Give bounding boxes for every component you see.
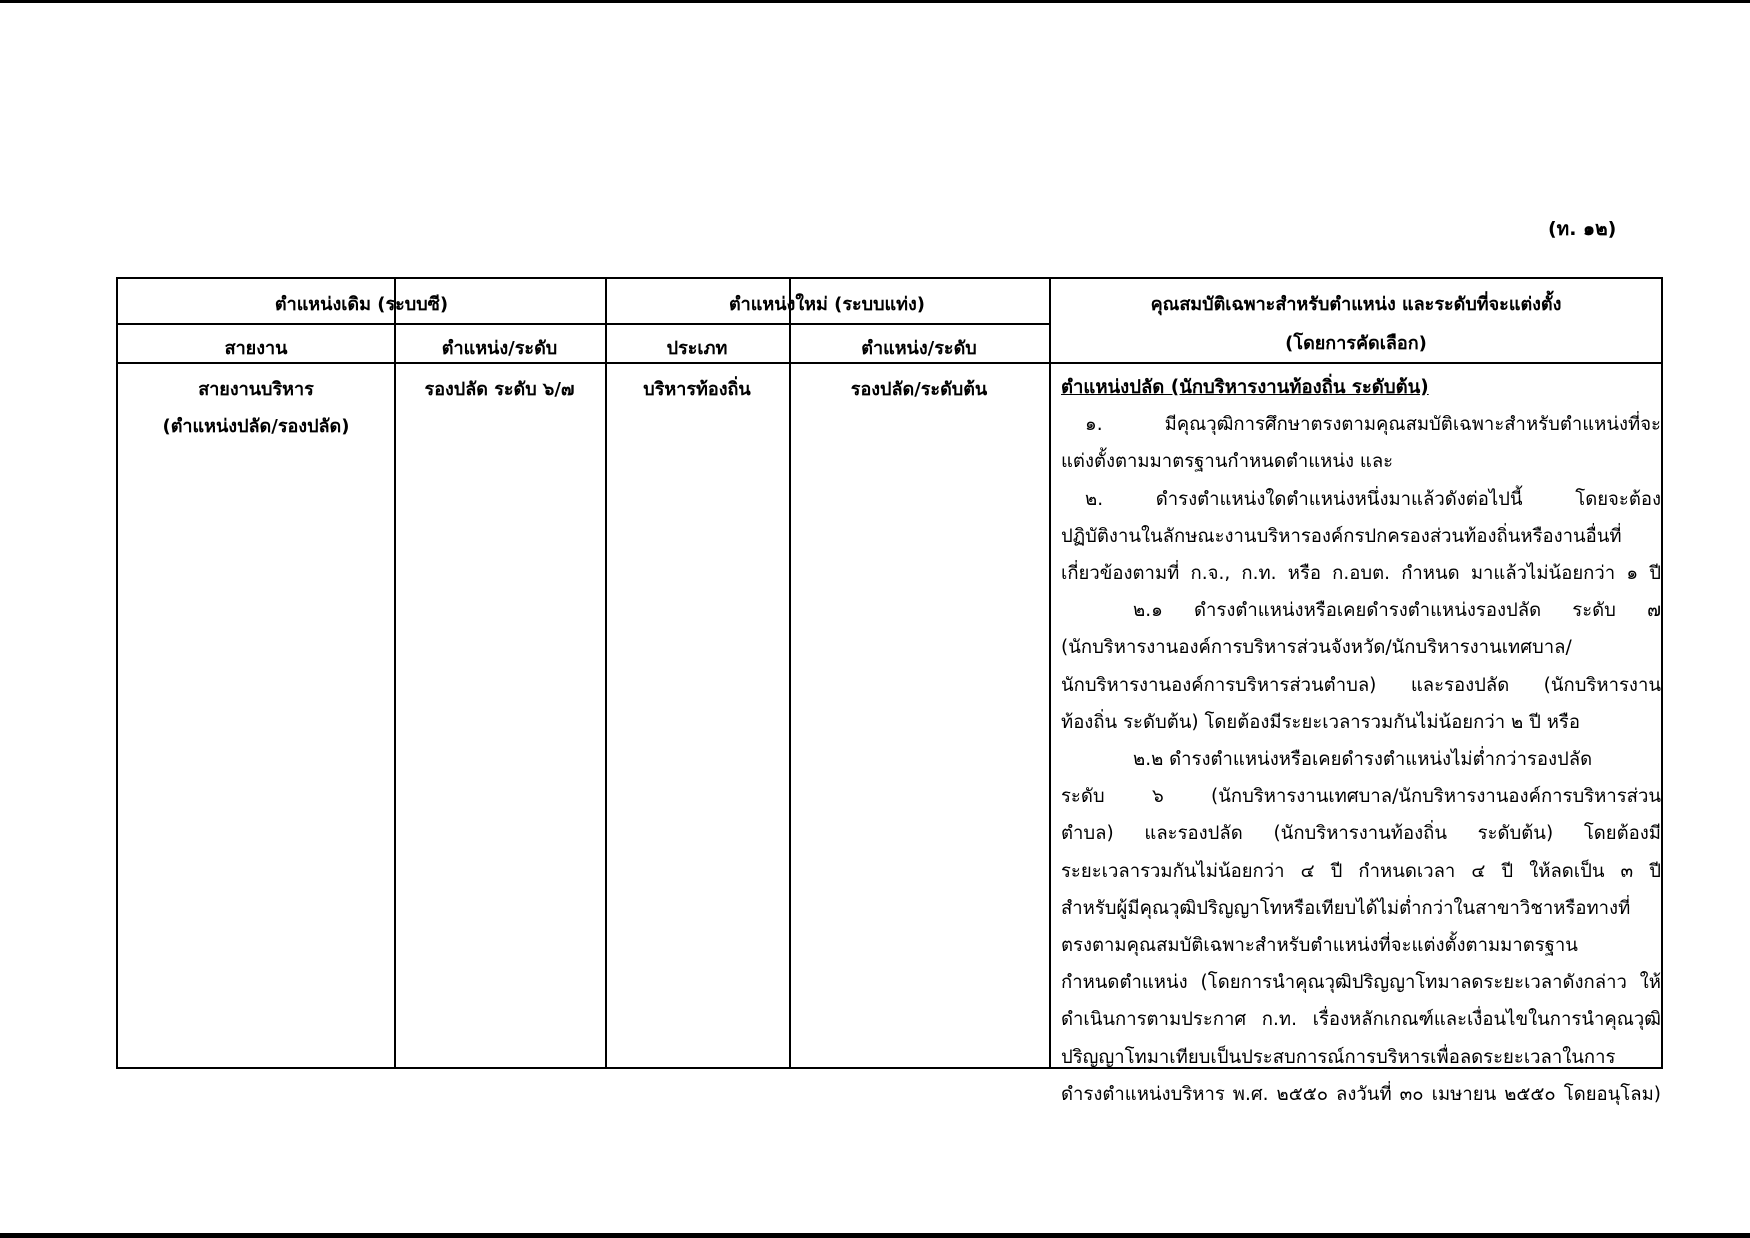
qualification-line: ๒.๑ ดำรงตำแหน่งหรือเคยดำรงตำแหน่งรองปลัด ระดับ ๗	[1133, 600, 1661, 622]
page-top-border	[0, 0, 1750, 3]
old-rank-value: รองปลัด ระดับ ๖/๗	[424, 379, 575, 400]
qualification-heading: ตำแหน่งปลัด (นักบริหารงานท้องถิ่น ระดับต้น)	[1061, 377, 1429, 398]
col-divider	[1049, 279, 1051, 1067]
qualification-line: ระดับ ๖ (นักบริหารงานเทศบาล/นักบริหารงานองค์การบริหารส่วน	[1061, 786, 1661, 808]
qualification-line: ๒. ดำรงตำแหน่งใดตำแหน่งหนึ่งมาแล้วดังต่อไปนี้ โดยจะต้อง	[1085, 488, 1661, 510]
qualification-line: ดำเนินการตามประกาศ ก.ท. เรื่องหลักเกณฑ์และเงื่อนไขในการนำคุณวุฒิ	[1061, 1009, 1661, 1031]
page-bottom-border	[0, 1233, 1750, 1238]
new-rank-value: รองปลัด/ระดับต้น	[850, 379, 988, 400]
row-divider	[118, 362, 1663, 364]
qualification-line: ท้องถิ่น ระดับต้น) โดยต้องมีระยะเวลารวมกันไม่น้อยกว่า ๒ ปี หรือ	[1061, 711, 1580, 733]
row-divider	[118, 323, 1049, 325]
qualification-line: ปฏิบัติงานในลักษณะงานบริหารองค์กรปกครองส่วนท้องถิ่นหรืองานอื่นที่	[1061, 525, 1622, 547]
header-new-type: ประเภท	[666, 338, 728, 359]
header-new-position: ตำแหน่งใหม่ (ระบบแท่ง)	[728, 294, 926, 315]
new-type-value: บริหารท้องถิ่น	[643, 379, 751, 400]
header-old-rank: ตำแหน่ง/ระดับ	[441, 338, 558, 359]
qualification-line: ปริญญาโทมาเทียบเป็นประสบการณ์การบริหารเพื่อลดระยะเวลาในการ	[1061, 1046, 1616, 1068]
page-code: (ท. ๑๒)	[1548, 218, 1617, 240]
header-old-position: ตำแหน่งเดิม (ระบบซี)	[274, 294, 449, 315]
header-new-rank: ตำแหน่ง/ระดับ	[861, 338, 977, 359]
qualification-line: แต่งตั้งตามมาตรฐานกำหนดตำแหน่ง และ	[1061, 451, 1394, 473]
qualification-line: (นักบริหารงานองค์การบริหารส่วนจังหวัด/นักบริหารงานเทศบาล/	[1061, 637, 1572, 659]
qualification-line: สำหรับผู้มีคุณวุฒิปริญญาโทหรือเทียบได้ไม่ต่ำกว่าในสาขาวิชาหรือทางที่	[1061, 897, 1631, 919]
qualification-line: ตำบล) และรองปลัด (นักบริหารงานท้องถิ่น ระดับต้น) โดยต้องมี	[1061, 823, 1661, 845]
header-qualification-sub: (โดยการคัดเลือก)	[1285, 333, 1427, 354]
qualification-line: กำหนดตำแหน่ง (โดยการนำคุณวุฒิปริญญาโทมาลดระยะเวลาดังกล่าว ให้	[1061, 972, 1661, 994]
header-qualification: คุณสมบัติเฉพาะสำหรับตำแหน่ง และระดับที่จะแต่งตั้ง	[1150, 294, 1562, 315]
qualification-line: ตรงตามคุณสมบัติเฉพาะสำหรับตำแหน่งที่จะแต่งตั้งตามมาตรฐาน	[1061, 935, 1578, 956]
old-line-value: สายงานบริหาร	[198, 379, 314, 400]
qualification-line: ๒.๒ ดำรงตำแหน่งหรือเคยดำรงตำแหน่งไม่ต่ำกว่ารองปลัด	[1133, 749, 1593, 770]
qualification-line: ๑. มีคุณวุฒิการศึกษาตรงตามคุณสมบัติเฉพาะสำหรับตำแหน่งที่จะ	[1085, 414, 1661, 436]
old-line-sub-value: (ตำแหน่งปลัด/รองปลัด)	[162, 416, 350, 437]
qualification-line: นักบริหารงานองค์การบริหารส่วนตำบล) และรองปลัด (นักบริหารงาน	[1061, 674, 1661, 696]
qualification-line: เกี่ยวข้องตามที่ ก.จ., ก.ท. หรือ ก.อบต. กำหนด มาแล้วไม่น้อยกว่า ๑ ปี	[1061, 563, 1661, 584]
header-old-line: สายงาน	[224, 338, 288, 359]
qualification-line: ระยะเวลารวมกันไม่น้อยกว่า ๔ ปี กำหนดเวลา ๔ ปี ให้ลดเป็น ๓ ปี	[1061, 860, 1661, 882]
qualification-line: ดำรงตำแหน่งบริหาร พ.ศ. ๒๕๕๐ ลงวันที่ ๓๐ เมษายน ๒๕๕๐ โดยอนุโลม)	[1061, 1083, 1661, 1105]
